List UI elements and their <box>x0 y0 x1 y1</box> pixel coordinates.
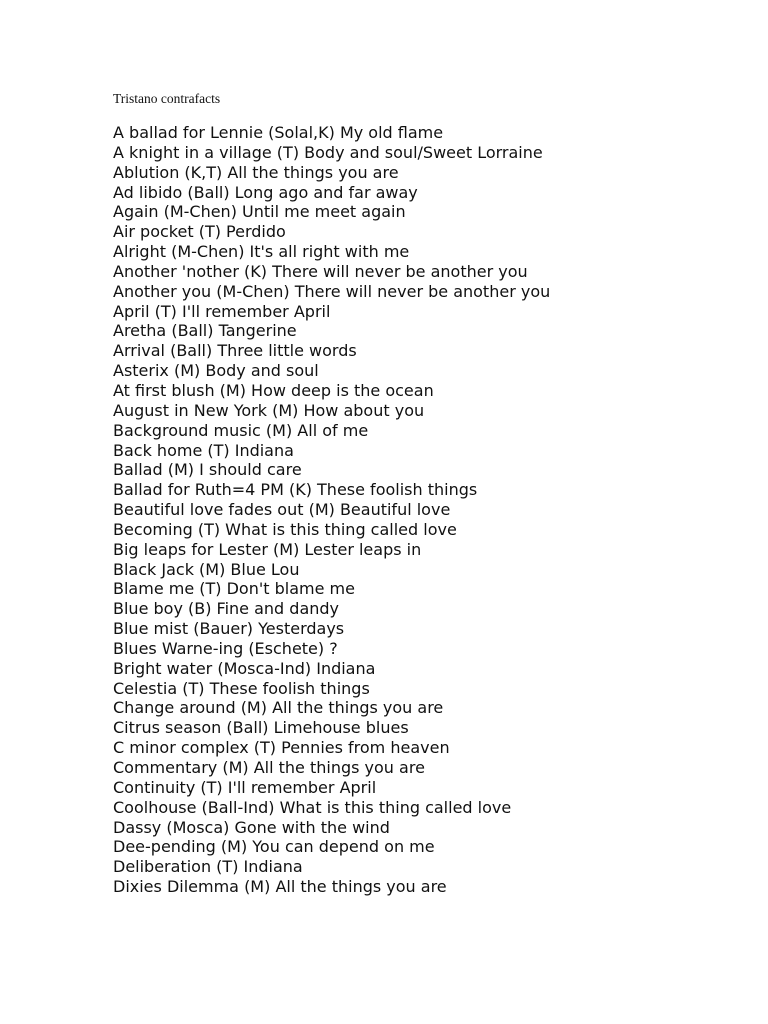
list-item: C minor complex (T) Pennies from heaven <box>113 738 450 758</box>
list-item: Bright water (Mosca-Ind) Indiana <box>113 658 376 678</box>
list-item: Dixies Dilemma (M) All the things you are <box>113 877 447 897</box>
list-item: Blue mist (Bauer) Yesterdays <box>113 619 345 639</box>
list-item: Background music (M) All of me <box>113 420 369 440</box>
list-item: Alright (M-Chen) It's all right with me <box>113 242 410 262</box>
list-item: Blues Warne-ing (Eschete) ? <box>113 638 338 658</box>
list-item: Commentary (M) All the things you are <box>113 758 425 777</box>
list-item: Ballad (M) I should care <box>113 460 302 480</box>
list-item: Ablution (K,T) All the things you are <box>113 162 399 182</box>
list-item: Coolhouse (Ball-Ind) What is this thing called love <box>113 797 512 817</box>
list-item: Arrival (Ball) Three little words <box>113 341 357 361</box>
list-item: Ballad for Ruth=4 PM (K) These foolish things <box>113 480 478 500</box>
list-item: Another 'nother (K) There will never be another you <box>113 261 528 281</box>
list-item: Deliberation (T) Indiana <box>113 857 303 877</box>
list-item: Continuity (T) I'll remember April <box>113 777 377 797</box>
list-item: Change around (M) All the things you are <box>113 698 444 718</box>
list-item: Becoming (T) What is this thing called love <box>113 519 457 539</box>
list-item: Celestia (T) These foolish things <box>113 678 370 698</box>
list-item: Ad libido (Ball) Long ago and far away <box>113 182 418 202</box>
list-item: Blue boy (B) Fine and dandy <box>113 599 340 619</box>
list-item: Again (M-Chen) Until me meet again <box>113 202 406 222</box>
list-item: Air pocket (T) Perdido <box>113 222 286 242</box>
list-item: Asterix (M) Body and soul <box>113 361 319 381</box>
list-item: April (T) I'll remember April <box>113 301 331 321</box>
list-item: Dee-pending (M) You can depend on me <box>113 837 435 857</box>
list-item: A ballad for Lennie (Solal,K) My old flame <box>113 123 444 142</box>
list-item: Back home (T) Indiana <box>113 440 294 460</box>
contrafact-list <box>113 123 550 897</box>
list-item: Dassy (Mosca) Gone with the wind <box>113 817 390 837</box>
list-item: A knight in a village (T) Body and soul/Sweet Lorraine <box>113 142 543 162</box>
list-item: Beautiful love fades out (M) Beautiful love <box>113 500 451 520</box>
list-item: Big leaps for Lester (M) Lester leaps in <box>113 539 422 559</box>
list-item: At first blush (M) How deep is the ocean <box>113 380 434 400</box>
list-item: Aretha (Ball) Tangerine <box>113 321 297 341</box>
document-title: Tristano contrafacts <box>113 91 221 106</box>
list-item: August in New York (M) How about you <box>113 400 425 420</box>
list-item: Another you (M-Chen) There will never be another you <box>113 281 551 301</box>
list-item: Citrus season (Ball) Limehouse blues <box>113 718 409 738</box>
list-item: Blame me (T) Don't blame me <box>113 579 355 599</box>
list-item: Black Jack (M) Blue Lou <box>113 559 300 579</box>
